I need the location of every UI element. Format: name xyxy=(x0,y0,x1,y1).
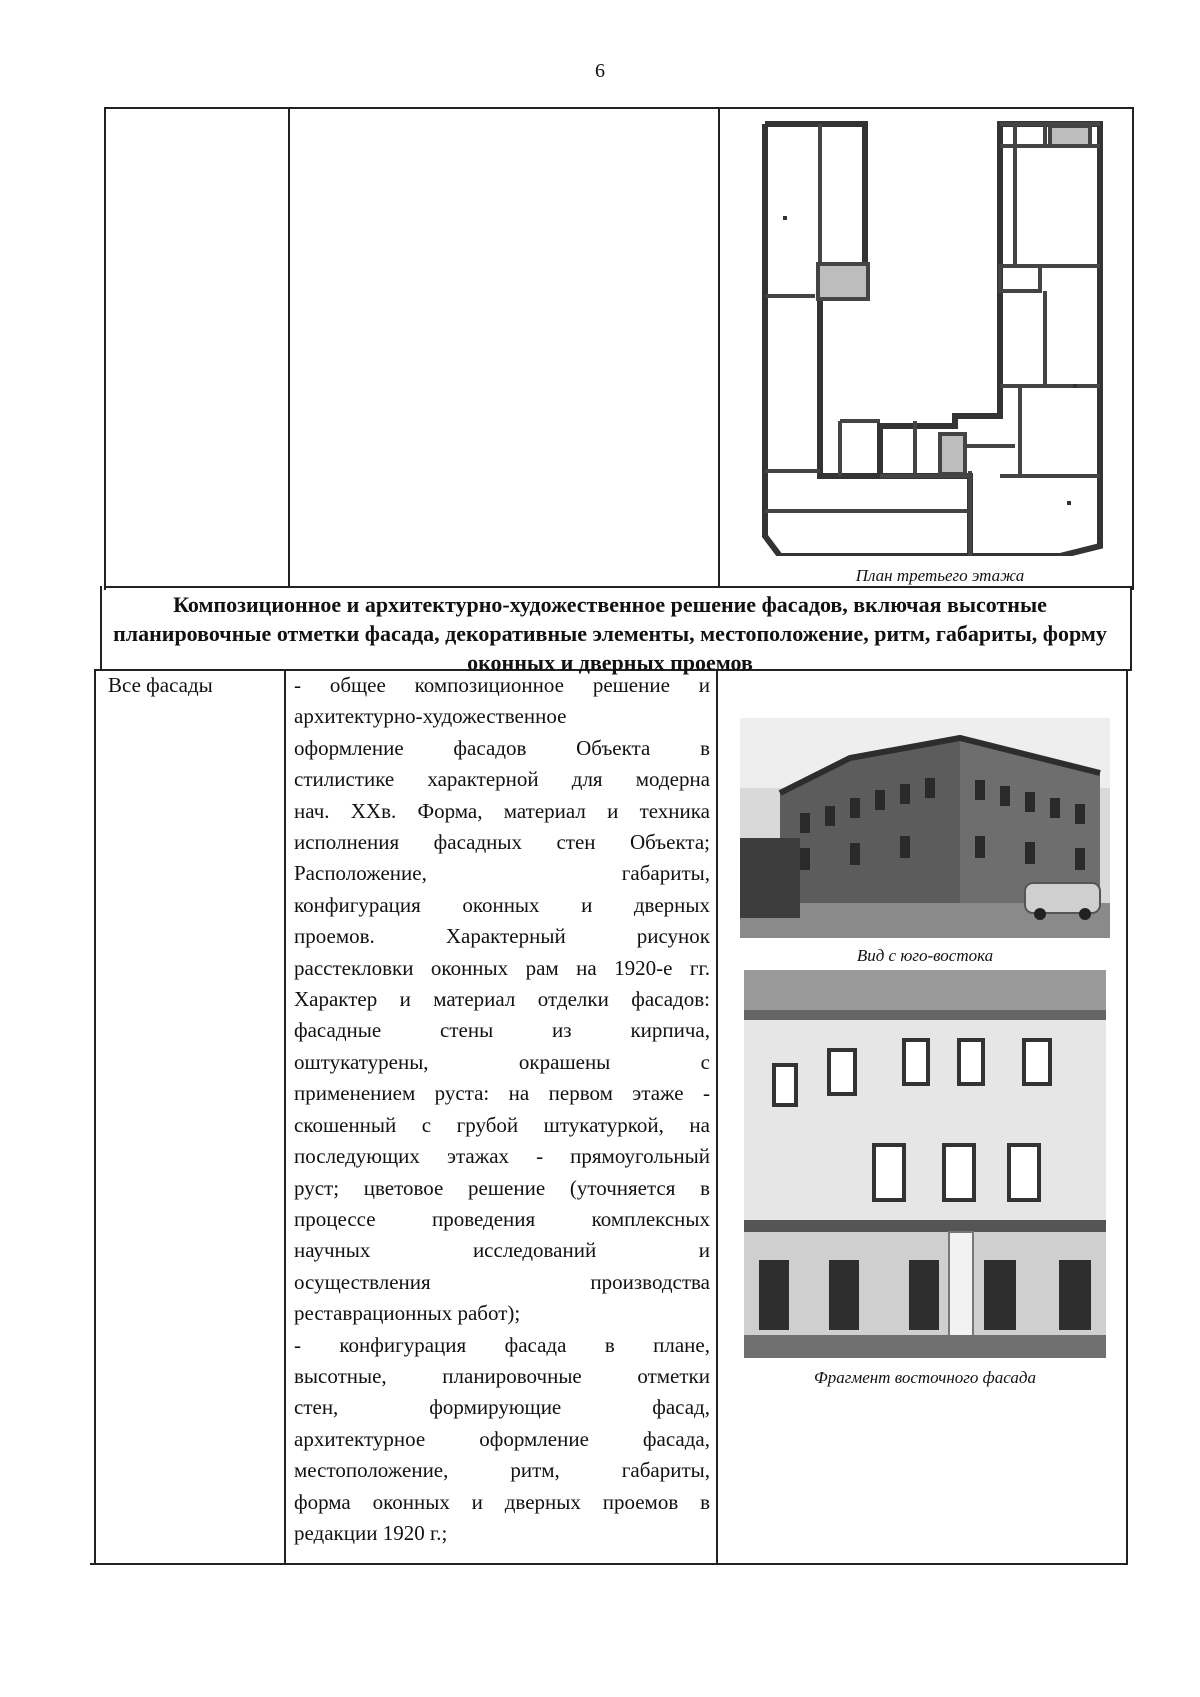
table-right-border-lower xyxy=(1126,669,1128,1565)
features-line: Расположение, габариты, xyxy=(294,861,710,886)
features-line: осуществления производства xyxy=(294,1269,710,1294)
features-line: скошенный с грубой штукатуркой, на xyxy=(294,1112,710,1137)
features-line: конфигурация оконных и дверных xyxy=(294,892,710,917)
photo-southeast-view xyxy=(740,718,1110,938)
features-line: реставрационных работ); xyxy=(294,1301,521,1326)
table-bottom-border xyxy=(90,1563,1128,1565)
row1-bottom-border xyxy=(104,586,1134,588)
features-line: - конфигурация фасада в плане, xyxy=(294,1332,710,1357)
photo-east-facade-fragment xyxy=(744,970,1106,1358)
features-line: фасадные стены из кирпича, xyxy=(294,1018,710,1043)
table-left-border-upper xyxy=(104,107,106,590)
photo-east-facade-caption: Фрагмент восточного фасада xyxy=(814,1368,1036,1387)
features-line: оформление фасадов Объекта в xyxy=(294,735,710,760)
features-line: нач. XXв. Форма, материал и техника xyxy=(294,798,710,823)
floor-plan-caption: План третьего этажа xyxy=(855,566,1025,585)
features-line: применением руста: на первом этаже - xyxy=(294,1081,710,1106)
features-line: научных исследований и xyxy=(294,1238,710,1263)
features-line: руст; цветовое решение (уточняется в xyxy=(294,1175,710,1200)
col-divider-1-lower xyxy=(284,669,286,1565)
section-heading: Композиционное и архитектурно-художественное решение фасадов, включая высотные планировочные отметки фасада, декоративные элементы, местоположение, ритм, габариты, форму оконных и дверных проемов xyxy=(113,592,1107,675)
row-label: Все фасады xyxy=(108,673,213,697)
col-divider-1-upper xyxy=(288,107,290,587)
features-line: архитектурное оформление фасада, xyxy=(294,1426,710,1451)
table-right-border-heading xyxy=(1130,586,1132,671)
features-line: расстекловки оконных рам на 1920-е гг. xyxy=(294,955,710,980)
features-line: процессе проведения комплексных xyxy=(294,1206,710,1231)
features-line: стен, формирующие фасад, xyxy=(294,1395,710,1420)
table-left-border-lower xyxy=(94,669,96,1565)
features-line: последующих этажах - прямоугольный xyxy=(294,1144,710,1169)
table-right-border-upper xyxy=(1132,107,1134,590)
page-number: 6 xyxy=(595,60,605,82)
col-divider-2-lower xyxy=(716,669,718,1565)
features-line: форма оконных и дверных проемов в xyxy=(294,1489,710,1514)
features-line: редакции 1920 г.; xyxy=(294,1520,448,1545)
features-line: местоположение, ритм, габариты, xyxy=(294,1458,710,1483)
features-line: Характер и материал отделки фасадов: xyxy=(294,987,710,1012)
features-line: высотные, планировочные отметки xyxy=(294,1363,710,1388)
col-divider-2-upper xyxy=(718,107,720,587)
photo-southeast-caption: Вид с юго-востока xyxy=(856,946,994,965)
features-line: - общее композиционное решение и xyxy=(294,673,710,697)
table-top-border xyxy=(104,107,1134,109)
features-line: исполнения фасадных стен Объекта; xyxy=(294,830,710,855)
features-text xyxy=(294,670,710,1549)
features-line: стилистике характерной для модерна xyxy=(294,767,710,792)
features-line: архитектурно-художественное xyxy=(294,704,567,729)
floor-plan-drawing xyxy=(755,116,1115,556)
features-line: проемов. Характерный рисунок xyxy=(294,924,710,949)
features-line: оштукатурены, окрашены с xyxy=(294,1049,710,1074)
